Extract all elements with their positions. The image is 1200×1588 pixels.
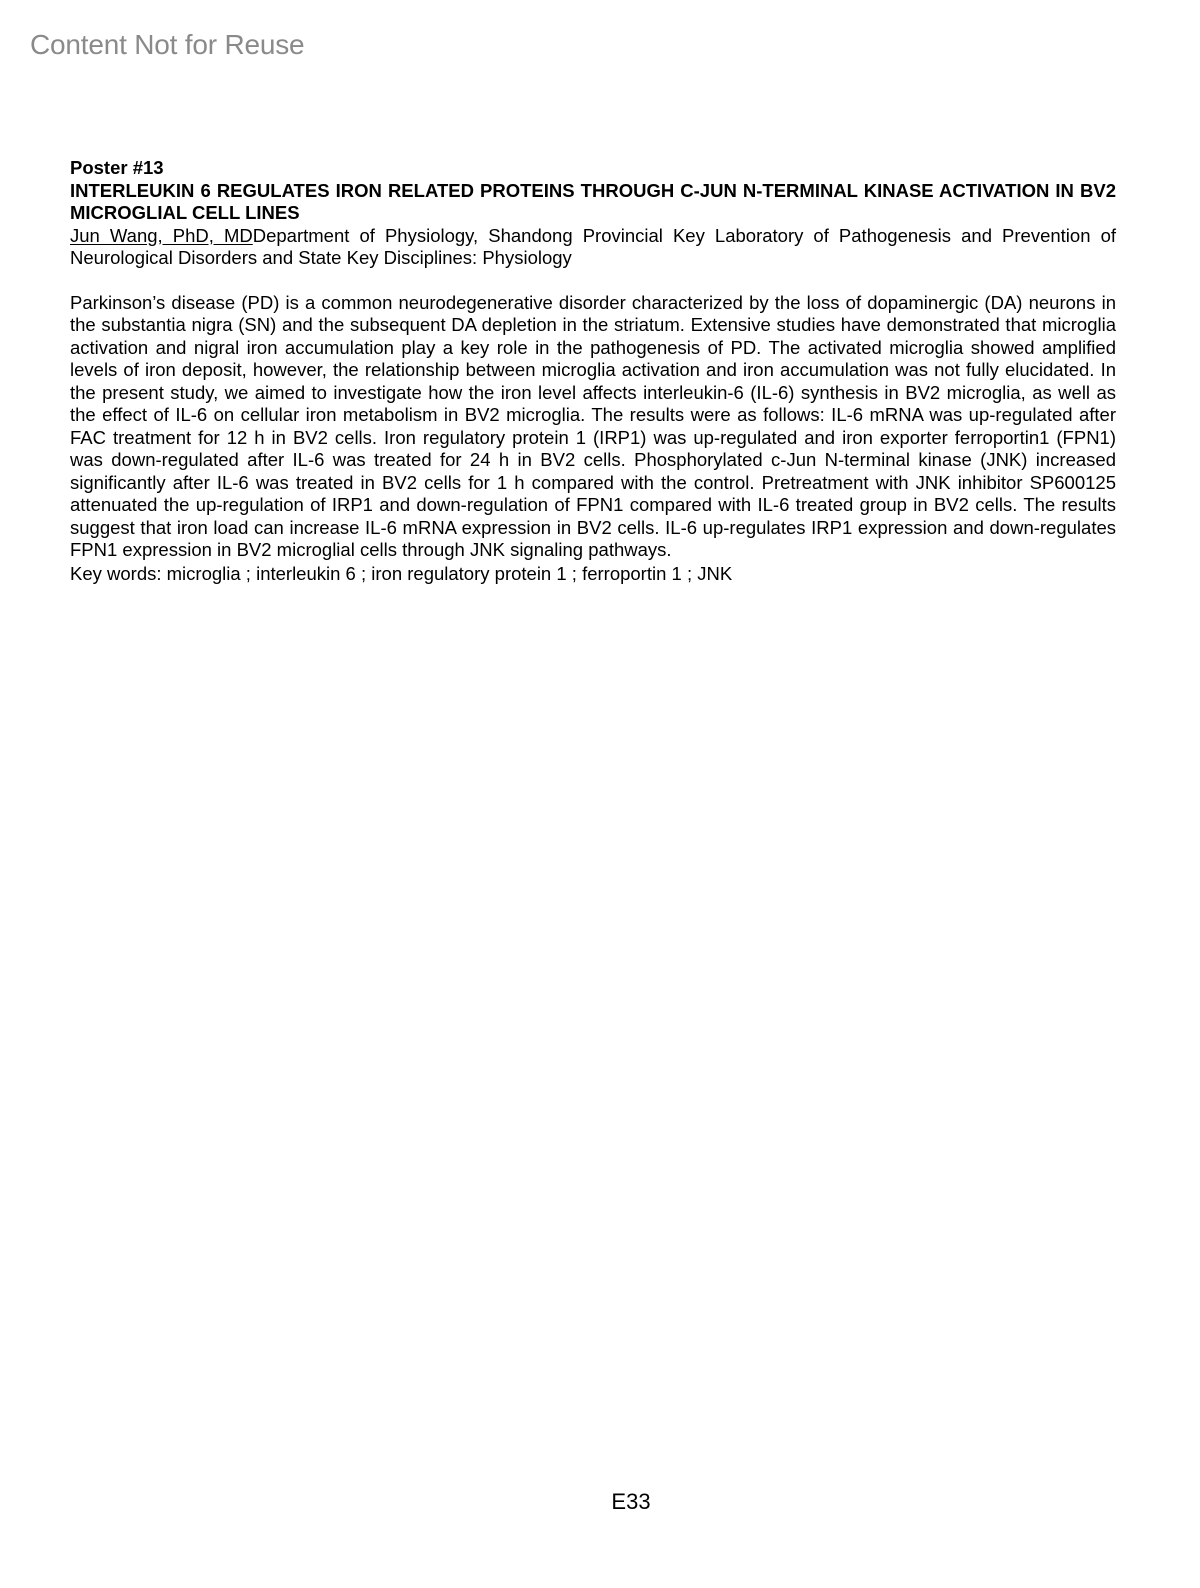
- keywords: Key words: microglia ; interleukin 6 ; iron regulatory protein 1 ; ferroportin 1 ; JNK: [70, 562, 733, 584]
- abstract-body: Parkinson’s disease (PD) is a common neurodegenerative disorder characterized by the loss of dopaminergic (DA) neurons in the substantia nigra (SN) and the subsequent DA depletion in the striatum. Extensive studies have demonstrated that microglia activation and nigral iron accumulation play a key role in the pathogenesis of PD. The activated microglia showed amplified levels of iron deposit, however, the relationship between microglia activation and iron accumulation was not fully elucidated. In the present study, we aimed to investigate how the iron level affects interleukin-6 (IL-6) synthesis in BV2 microglia, as well as the effect of IL-6 on cellular iron metabolism in BV2 microglia. The results were as follows: IL-6 mRNA was up-regulated after FAC treatment for 12 h in BV2 cells. Iron regulatory protein 1 (IRP1) was up-regulated and iron exporter ferroportin1 (FPN1) was down-regulated after IL-6 was treated for 24 h in BV2 cells. Phosphorylated c-Jun N-terminal kinase (JNK) increased significantly after IL-6 was treated in BV2 cells for 1 h compared with the control. Pretreatment with JNK inhibitor SP600125 attenuated the up-regulation of IRP1 and down-regulation of FPN1 compared with IL-6 treated group in BV2 cells. The results suggest that iron load can increase IL-6 mRNA expression in BV2 cells. IL-6 up-regulates IRP1 expression and down-regulates FPN1 expression in BV2 microglial cells through JNK signaling pathways.: [70, 291, 1116, 560]
- poster-abstract-block: [70, 157, 1116, 585]
- poster-title: INTERLEUKIN 6 REGULATES IRON RELATED PROTEINS THROUGH C-JUN N-TERMINAL KINASE ACTIVATION IN BV2 MICROGLIAL CELL LINES: [70, 179, 1116, 223]
- page-number: E33: [611, 1489, 651, 1514]
- author-affiliation: Department of Physiology, Shandong Provincial Key Laboratory of Pathogenesis and Prevention of Neurological Disorders and State Key Disciplines: Physiology: [70, 224, 1116, 268]
- watermark-text: Content Not for Reuse: [30, 29, 305, 60]
- author-name: Jun Wang, PhD, MD: [70, 224, 253, 246]
- poster-number: Poster #13: [70, 157, 164, 178]
- author-line: [70, 225, 1116, 270]
